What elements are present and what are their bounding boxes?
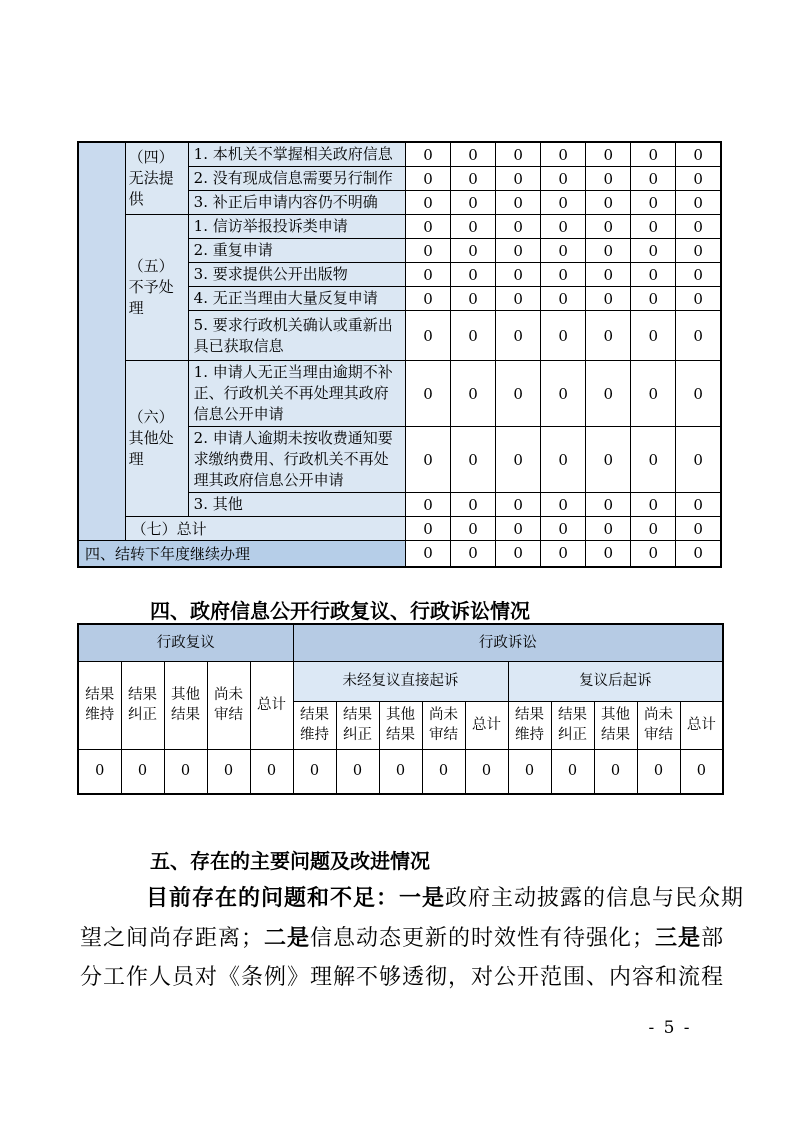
carryover-row (78, 541, 721, 567)
value-cell: 0 (586, 361, 631, 427)
value-cell: 0 (631, 311, 676, 361)
value-cell: 0 (551, 749, 594, 794)
litigation-subheader-cell: 结果维持 (293, 701, 336, 749)
value-cell: 0 (405, 311, 450, 361)
value-cell: 0 (405, 191, 450, 215)
value-cell: 0 (680, 749, 723, 794)
review-subheader-cell: 其他结果 (164, 661, 207, 749)
paragraph-bold-run: 三是 (655, 925, 702, 951)
paragraph-line (80, 918, 725, 958)
value-cell: 0 (676, 311, 721, 361)
value-cell: 0 (541, 541, 586, 567)
category-group-cell: （五）不予处理 (125, 215, 188, 361)
value-cell: 0 (676, 239, 721, 263)
value-cell: 0 (676, 541, 721, 567)
value-cell: 0 (451, 361, 496, 427)
value-cell: 0 (676, 493, 721, 517)
value-cell: 0 (541, 493, 586, 517)
value-cell: 0 (541, 215, 586, 239)
value-cell: 0 (541, 427, 586, 493)
left-continuation-cell (78, 142, 125, 541)
litigation-subheader-cell: 总计 (465, 701, 508, 749)
value-cell: 0 (676, 517, 721, 541)
value-cell: 0 (405, 517, 450, 541)
value-cell: 0 (451, 517, 496, 541)
value-cell: 0 (586, 541, 631, 567)
review-subheader-cell: 结果维持 (78, 661, 121, 749)
litigation-group-cell: 未经复议直接起诉 (293, 661, 508, 701)
value-cell: 0 (586, 493, 631, 517)
value-cell: 0 (541, 263, 586, 287)
value-cell: 0 (405, 493, 450, 517)
value-cell: 0 (405, 167, 450, 191)
value-cell: 0 (405, 263, 450, 287)
litigation-subheader-cell: 结果维持 (508, 701, 551, 749)
section4-title: 四、政府信息公开行政复议、行政诉讼情况 (150, 599, 530, 623)
review-subheader-cell: 总计 (250, 661, 293, 749)
table-row (78, 361, 721, 427)
paragraph-run: 部 (701, 926, 725, 951)
value-cell: 0 (405, 427, 450, 493)
value-cell: 0 (78, 749, 121, 794)
value-cell: 0 (293, 749, 336, 794)
paragraph-run: 政府主动披露的信息与民众期 (445, 886, 745, 911)
value-cell: 0 (676, 167, 721, 191)
value-cell: 0 (405, 142, 450, 167)
row-label-cell: 2. 重复申请 (188, 239, 405, 263)
row-label-cell: 2. 申请人逾期未按收费通知要求缴纳费用、行政机关不再处理其政府信息公开申请 (188, 427, 405, 493)
value-cell: 0 (631, 215, 676, 239)
value-cell: 0 (676, 287, 721, 311)
value-cell: 0 (631, 287, 676, 311)
table-row (78, 517, 721, 541)
paragraph-bold-run: 目前存在的问题和不足：一是 (146, 885, 446, 911)
value-cell: 0 (631, 493, 676, 517)
paragraph-run: 分工作人员对《条例》理解不够透彻，对公开范围、内容和流程 (80, 965, 725, 990)
carryover-table (77, 141, 722, 568)
category-group-cell: （四）无法提供 (125, 142, 188, 215)
row-label-cell: 2. 没有现成信息需要另行制作 (188, 167, 405, 191)
value-cell: 0 (631, 191, 676, 215)
row-label-cell: 1. 申请人无正当理由逾期不补正、行政机关不再处理其政府信息公开申请 (188, 361, 405, 427)
value-cell: 0 (451, 263, 496, 287)
value-cell: 0 (496, 427, 541, 493)
value-cell: 0 (541, 142, 586, 167)
litigation-subheader-cell: 总计 (680, 701, 723, 749)
value-cell: 0 (496, 215, 541, 239)
value-cell: 0 (541, 311, 586, 361)
category-group-cell: （六）其他处理 (125, 361, 188, 517)
review-subheader-cell: 尚未审结 (207, 661, 250, 749)
value-cell: 0 (496, 263, 541, 287)
value-cell: 0 (405, 239, 450, 263)
value-cell: 0 (586, 517, 631, 541)
value-cell: 0 (405, 361, 450, 427)
value-cell: 0 (451, 311, 496, 361)
litigation-subheader-cell: 尚未审结 (637, 701, 680, 749)
value-cell: 0 (541, 239, 586, 263)
litigation-subheader-cell: 结果纠正 (336, 701, 379, 749)
litigation-subheader-cell: 结果纠正 (551, 701, 594, 749)
paragraph-run: 望之间尚存距离； (80, 926, 265, 951)
value-cell: 0 (594, 749, 637, 794)
value-cell: 0 (586, 167, 631, 191)
value-cell: 0 (676, 142, 721, 167)
value-cell: 0 (631, 361, 676, 427)
value-cell: 0 (496, 191, 541, 215)
review-subheader-cell: 结果纠正 (121, 661, 164, 749)
data-row (78, 749, 723, 794)
value-cell: 0 (164, 749, 207, 794)
litigation-subheader-cell: 其他结果 (594, 701, 637, 749)
value-cell: 0 (631, 167, 676, 191)
value-cell: 0 (496, 493, 541, 517)
value-cell: 0 (496, 541, 541, 567)
value-cell: 0 (631, 239, 676, 263)
value-cell: 0 (586, 287, 631, 311)
value-cell: 0 (496, 287, 541, 311)
value-cell: 0 (451, 215, 496, 239)
paragraph-bold-run: 二是 (264, 925, 311, 951)
row-label-cell: 1. 信访举报投诉类申请 (188, 215, 405, 239)
value-cell: 0 (631, 427, 676, 493)
value-cell: 0 (586, 263, 631, 287)
value-cell: 0 (631, 541, 676, 567)
row-label-cell: 5. 要求行政机关确认或重新出具已获取信息 (188, 311, 405, 361)
carryover-row-label-cell: 四、结转下年度继续办理 (78, 541, 405, 567)
total-row-label-cell: （七）总计 (125, 517, 405, 541)
section5-title: 五、存在的主要问题及改进情况 (150, 849, 430, 873)
value-cell: 0 (379, 749, 422, 794)
value-cell: 0 (336, 749, 379, 794)
value-cell: 0 (207, 749, 250, 794)
value-cell: 0 (405, 541, 450, 567)
value-cell: 0 (586, 142, 631, 167)
value-cell: 0 (496, 142, 541, 167)
value-cell: 0 (451, 142, 496, 167)
row-label-cell: 4. 无正当理由大量反复申请 (188, 287, 405, 311)
paragraph-line (80, 878, 745, 918)
review-header-cell: 行政复议 (78, 624, 293, 661)
review-litigation-table-body (78, 624, 723, 794)
value-cell: 0 (586, 427, 631, 493)
value-cell: 0 (541, 191, 586, 215)
header-row-top (78, 624, 723, 661)
value-cell: 0 (541, 287, 586, 311)
value-cell: 0 (586, 311, 631, 361)
value-cell: 0 (496, 517, 541, 541)
litigation-header-cell: 行政诉讼 (293, 624, 723, 661)
litigation-subheader-cell: 尚未审结 (422, 701, 465, 749)
value-cell: 0 (676, 215, 721, 239)
value-cell: 0 (451, 427, 496, 493)
carryover-table-body (78, 142, 721, 567)
value-cell: 0 (637, 749, 680, 794)
row-label-cell: 3. 要求提供公开出版物 (188, 263, 405, 287)
value-cell: 0 (405, 215, 450, 239)
value-cell: 0 (405, 287, 450, 311)
review-litigation-table (77, 623, 724, 795)
table-row (78, 215, 721, 239)
value-cell: 0 (496, 239, 541, 263)
value-cell: 0 (676, 191, 721, 215)
value-cell: 0 (451, 167, 496, 191)
paragraph-line (80, 958, 725, 998)
page-number: - 5 - (648, 1018, 692, 1038)
value-cell: 0 (541, 517, 586, 541)
value-cell: 0 (451, 287, 496, 311)
value-cell: 0 (422, 749, 465, 794)
value-cell: 0 (541, 167, 586, 191)
value-cell: 0 (250, 749, 293, 794)
value-cell: 0 (121, 749, 164, 794)
value-cell: 0 (631, 142, 676, 167)
paragraph-run: 信息动态更新的时效性有待强化； (310, 926, 656, 951)
value-cell: 0 (451, 191, 496, 215)
litigation-group-cell: 复议后起诉 (508, 661, 723, 701)
row-label-cell: 3. 其他 (188, 493, 405, 517)
value-cell: 0 (541, 361, 586, 427)
header-row-groups (78, 661, 723, 701)
value-cell: 0 (496, 167, 541, 191)
value-cell: 0 (586, 215, 631, 239)
problems-paragraph (80, 878, 745, 998)
value-cell: 0 (676, 263, 721, 287)
value-cell: 0 (631, 263, 676, 287)
value-cell: 0 (496, 311, 541, 361)
value-cell: 0 (465, 749, 508, 794)
value-cell: 0 (586, 191, 631, 215)
row-label-cell: 3. 补正后申请内容仍不明确 (188, 191, 405, 215)
value-cell: 0 (451, 541, 496, 567)
row-label-cell: 1. 本机关不掌握相关政府信息 (188, 142, 405, 167)
value-cell: 0 (508, 749, 551, 794)
table-row (78, 142, 721, 167)
litigation-subheader-cell: 其他结果 (379, 701, 422, 749)
value-cell: 0 (586, 239, 631, 263)
value-cell: 0 (676, 427, 721, 493)
value-cell: 0 (676, 361, 721, 427)
value-cell: 0 (451, 239, 496, 263)
value-cell: 0 (451, 493, 496, 517)
value-cell: 0 (631, 517, 676, 541)
value-cell: 0 (496, 361, 541, 427)
